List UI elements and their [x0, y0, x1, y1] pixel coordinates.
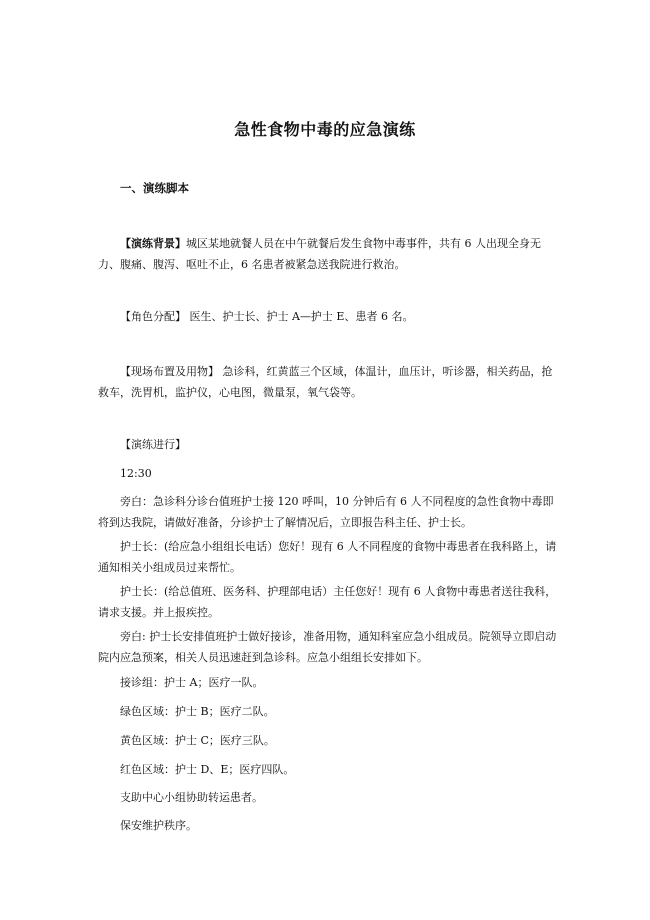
paragraph-roles	[98, 306, 560, 327]
paragraph-head-nurse-1: 护士长：(给应急小组组长电话）您好！现有 6 人不同程度的食物中毒患者在我科路上，请通知相关小组成员过来帮忙。	[98, 540, 557, 574]
setup-text: 急诊科，红黄蓝三个区域，体温计，血压计，听诊器，相关药品，抢救车，洗胃机，监护仪，心电图，微量泵，氧气袋等。	[98, 365, 553, 399]
paragraph-support-center: 支助中心小组协助转运患者。	[120, 791, 263, 804]
paragraph-narration-1: 旁白：急诊科分诊台值班护士接 120 呼叫，10 分钟后有 6 人不同程度的急性食物中毒即将到达我院，请做好准备，分诊护士了解情况后，立即报告科主任、护士长。	[98, 495, 554, 529]
paragraph-narration-2: 旁白: 护士长安排值班护士做好接诊，准备用物，通知科室应急小组成员。院领导立即启动院内应急预案，相关人员迅速赶到急诊科。应急小组组长安排如下。	[98, 630, 557, 664]
background-label: 【演练背景】	[120, 237, 186, 250]
paragraph-background	[98, 233, 560, 275]
paragraph-reception-group: 接诊组：护士 A；医疗一队。	[120, 676, 264, 689]
paragraph-progress-label	[98, 434, 560, 455]
paragraph-yellow-zone: 黄色区域：护士 C；医疗三队。	[120, 734, 275, 747]
roles-text: 医生、护士长、护士 A—护士 E、患者 6 名。	[186, 310, 414, 323]
setup-label: 【现场布置及用物】	[120, 365, 219, 378]
background-text: 城区某地就餐人员在中午就餐后发生食物中毒事件，共有 6 人出现全身无力、腹痛、腹泻、呕吐不止，6 名患者被紧急送我院进行救治。	[98, 237, 541, 271]
section-heading-script: 一、演练脚本	[120, 181, 189, 195]
paragraph-red-zone: 红色区域：护士 D、E；医疗四队。	[120, 763, 295, 776]
paragraph-security: 保安维护秩序。	[120, 819, 197, 832]
paragraph-green-zone: 绿色区域：护士 B；医疗二队。	[120, 705, 275, 718]
paragraph-head-nurse-2: 护士长：(给总值班、医务科、护理部电话）主任您好！现有 6 人食物中毒患者送往我科，请求支援。并上报疾控。	[98, 585, 557, 619]
document-title: 急性食物中毒的应急演练	[234, 120, 416, 139]
paragraph-setup	[98, 361, 560, 403]
paragraph-time: 12:30	[120, 467, 152, 480]
roles-label: 【角色分配】	[120, 310, 186, 323]
progress-label: 【演练进行】	[120, 438, 186, 451]
